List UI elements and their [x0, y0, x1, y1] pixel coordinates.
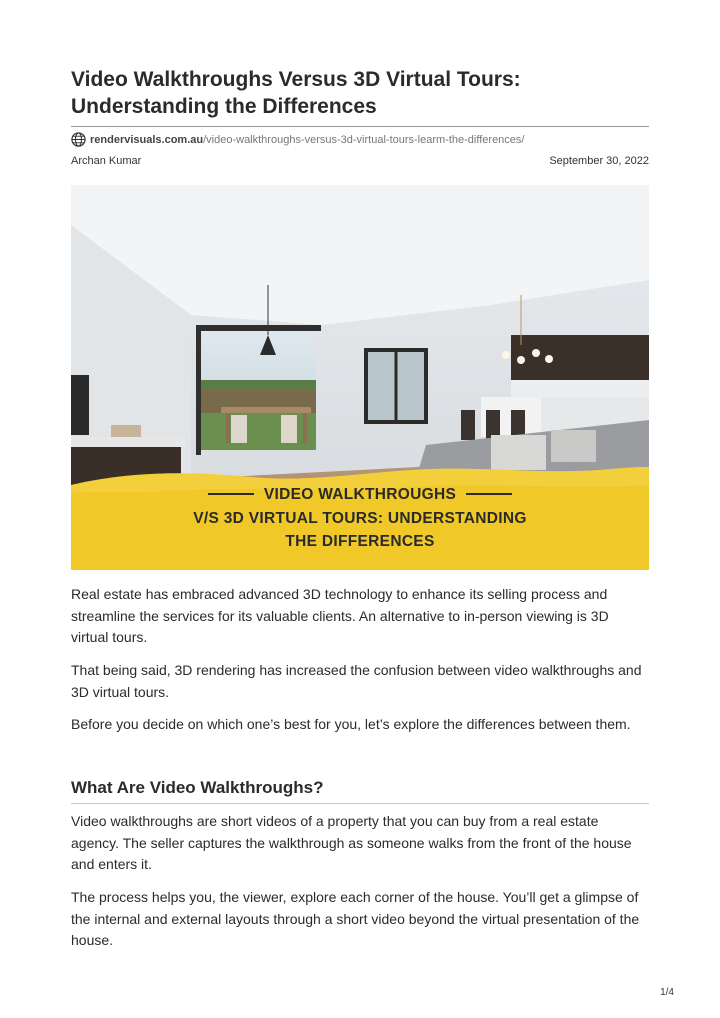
- banner-dash-left: [208, 493, 254, 495]
- section-paragraph-1: Video walkthroughs are short videos of a property that you can buy from a real estate agency. The seller captures the walkthrough as someone walks from the front of the house and enters it.: [71, 813, 632, 872]
- section-paragraph-2: The process helps you, the viewer, explore each corner of the house. You’ll get a glimpse of the internal and external layouts through a short video beyond the virtual presentation of the house.: [71, 889, 640, 948]
- banner-line-2: V/S 3D VIRTUAL TOURS: UNDERSTANDING: [193, 510, 527, 527]
- section-divider: [71, 803, 649, 804]
- author-name: Archan Kumar: [71, 155, 142, 167]
- page-number: 1/4: [660, 987, 674, 998]
- source-path[interactable]: /video-walkthroughs-versus-3d-virtual-tours-learm-the-differences/: [203, 134, 525, 146]
- banner-line-3: THE DIFFERENCES: [285, 533, 435, 550]
- publish-date: September 30, 2022: [549, 155, 649, 167]
- section-heading: What Are Video Walkthroughs?: [71, 778, 324, 797]
- hero-image: [71, 185, 649, 570]
- intro-paragraph-1: Real estate has embraced advanced 3D technology to enhance its selling process and streamline the services for its valuable clients. An alternative to in-person viewing is 3D virtual tours.: [71, 586, 609, 645]
- title-divider: [71, 126, 649, 127]
- source-domain[interactable]: rendervisuals.com.au: [90, 134, 204, 146]
- source-url[interactable]: [71, 131, 649, 149]
- banner-line-1-text: VIDEO WALKTHROUGHS: [263, 486, 457, 503]
- globe-icon: [71, 132, 86, 147]
- banner-dash-right: [466, 493, 512, 495]
- article-title: Video Walkthroughs Versus 3D Virtual Tours: Understanding the Differences: [71, 68, 521, 118]
- intro-paragraph-2: That being said, 3D rendering has increased the confusion between video walkthroughs and 3D virtual tours.: [71, 662, 642, 700]
- banner-line-1: [71, 486, 649, 504]
- intro-paragraph-3: Before you decide on which one’s best for you, let’s explore the differences between them.: [71, 716, 631, 732]
